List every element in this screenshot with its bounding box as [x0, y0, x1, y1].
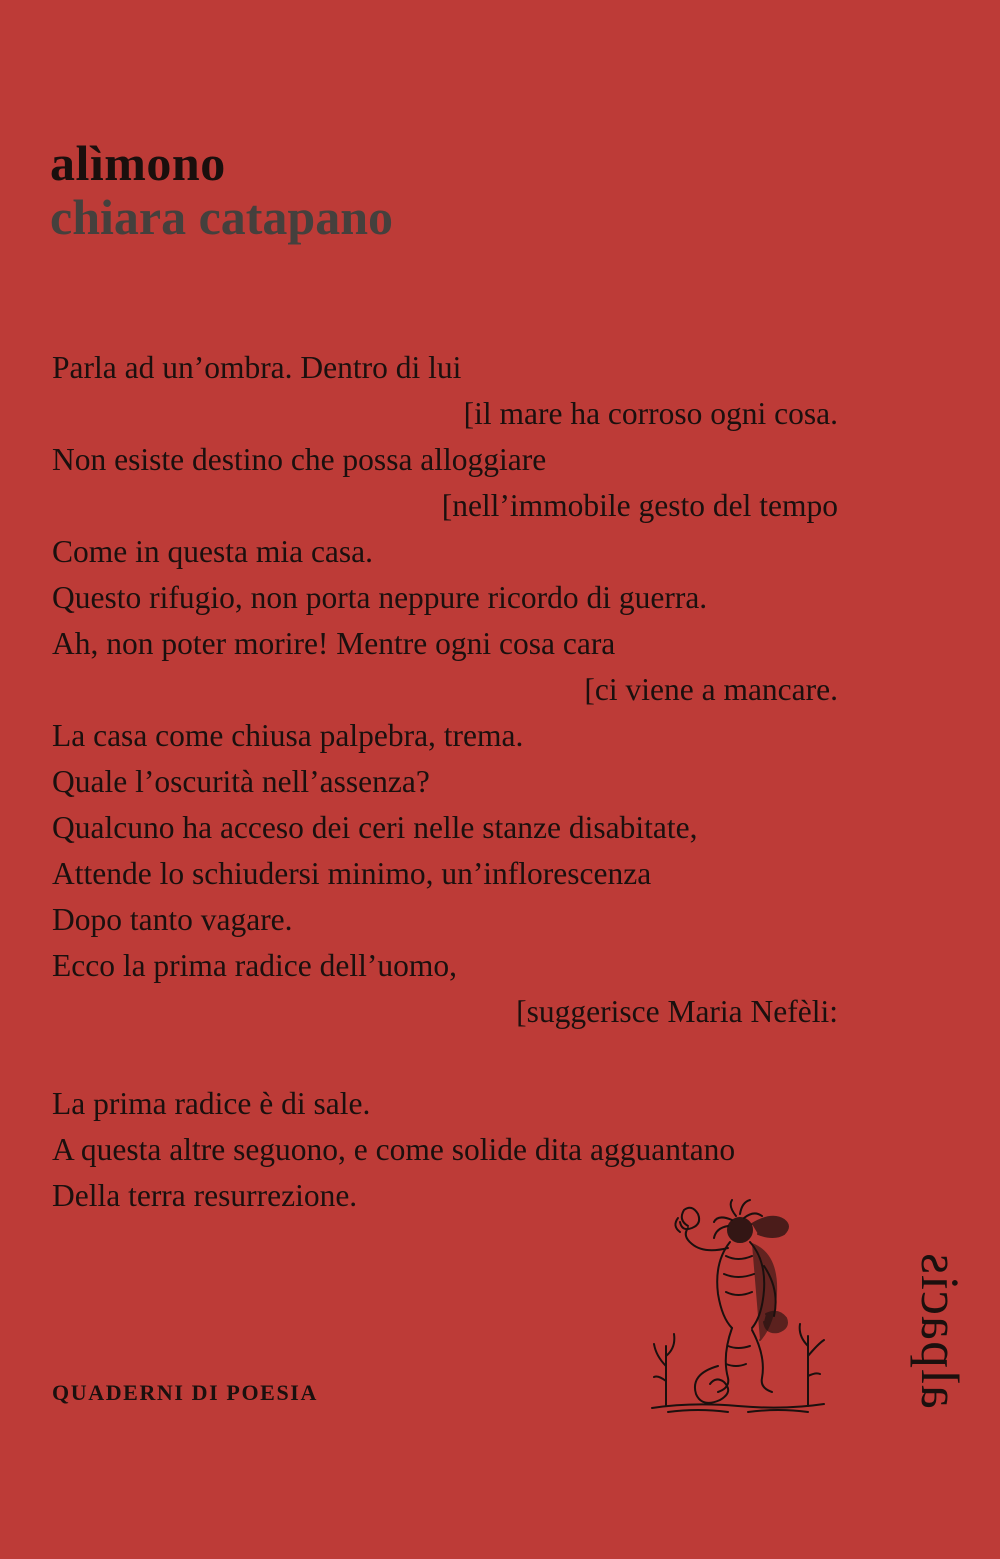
poem-line: Quale l’oscurità nell’assenza?	[52, 764, 430, 799]
poem-line: Della terra resurrezione.	[52, 1178, 358, 1213]
poem-line: La casa come chiusa palpebra, trema.	[52, 718, 524, 753]
poem-line: [il mare ha corroso ogni cosa.	[463, 396, 838, 431]
publisher-logo	[910, 1200, 970, 1460]
poem-text	[52, 345, 852, 1219]
series-name: QUADERNI DI POESIA	[52, 1380, 318, 1405]
poem-line: Parla ad un’ombra. Dentro di lui	[52, 350, 462, 385]
poem-line: Questo rifugio, non porta neppure ricordo di guerra.	[52, 580, 708, 615]
poem-stanza-break	[52, 1035, 852, 1081]
poem-line: Ah, non poter morire! Mentre ogni cosa cara	[52, 626, 616, 661]
poem-line: Qualcuno ha acceso dei ceri nelle stanze disabitate,	[52, 810, 698, 845]
poem-line: Come in questa mia casa.	[52, 534, 374, 569]
poem-line: Ecco la prima radice dell’uomo,	[52, 948, 457, 983]
book-author: chiara catapano	[50, 189, 394, 245]
poem-line: La prima radice è di sale.	[52, 1086, 371, 1121]
wild-man-engraving-icon	[648, 1196, 828, 1416]
poem-line: Attende lo schiudersi minimo, un’inflorescenza	[52, 856, 652, 891]
poem-line: Non esiste destino che possa alloggiare	[52, 442, 547, 477]
poem-line: [nell’immobile gesto del tempo	[441, 488, 838, 523]
poem-line: [suggerisce Maria Nefèli:	[516, 994, 838, 1029]
publisher-name: alpacis	[910, 1251, 970, 1409]
poem-line: [ci viene a mancare.	[584, 672, 838, 707]
poem-line: Dopo tanto vagare.	[52, 902, 293, 937]
poem-line: A questa altre seguono, e come solide dita agguantano	[52, 1132, 736, 1167]
book-title: alìmono	[50, 135, 226, 191]
